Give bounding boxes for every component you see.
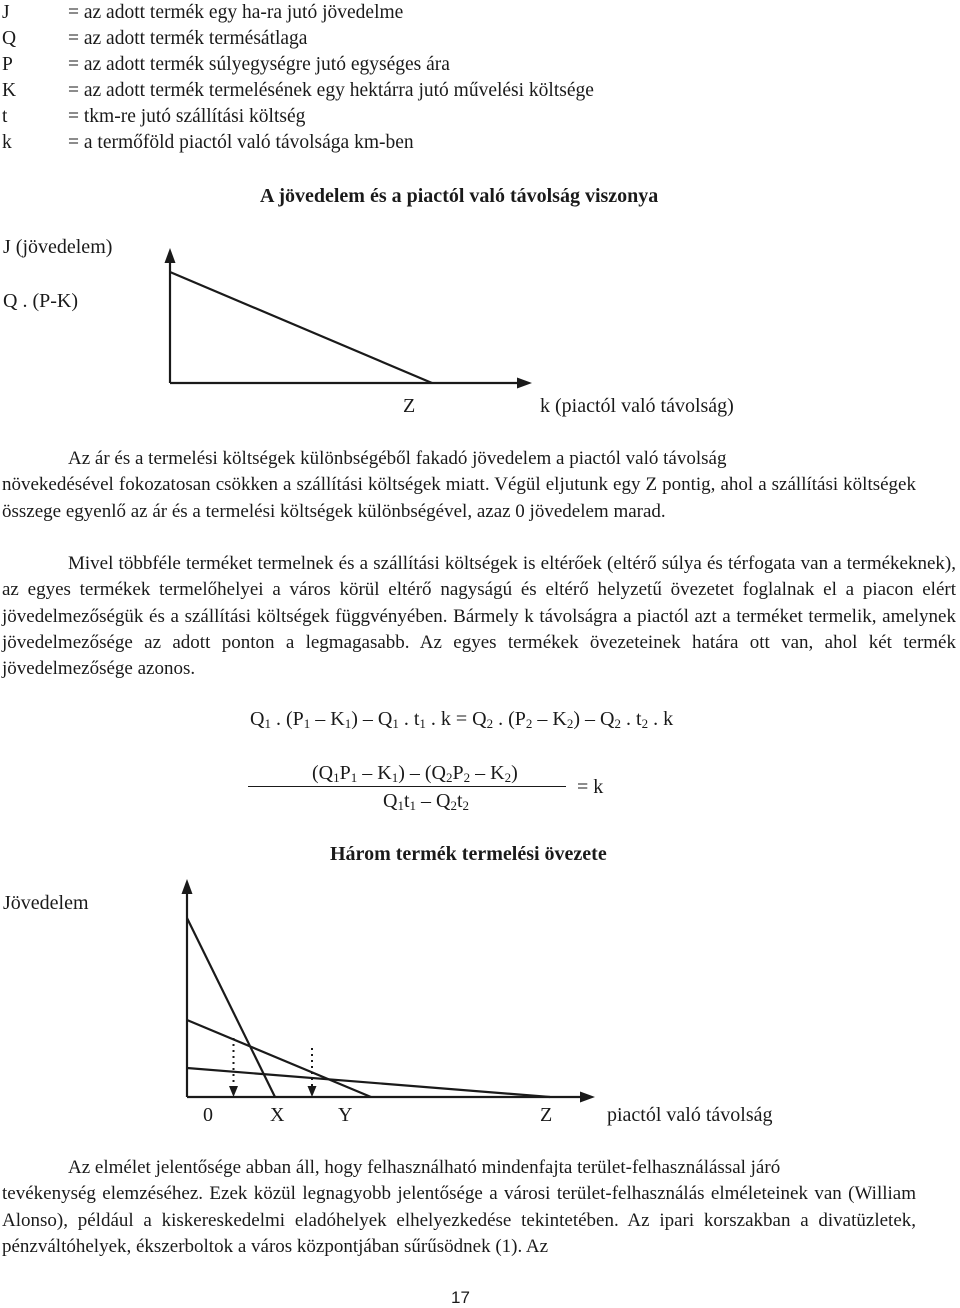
paragraph-first-line: Az elmélet jelentősége abban áll, hogy felhasználható mindenfajta terület-felhasználással járó bbox=[68, 1157, 781, 1178]
paragraph-body: tevékenység elemzéséhez. Ezek közül legnagyobb jelentősége a városi terület-felhasználás elméleteinek van (William Alonso), például a kiskereskedelmi eladóhelyek elhelyezkedése tekintetében. Az ipari korszakban a divatüzletek, pénzváltóhelyek, ékszerboltok a város központjában sűrűsödnek (1). Az bbox=[2, 1183, 916, 1257]
definition-text: = az adott termék egy ha-ra jutó jövedelme bbox=[68, 2, 404, 23]
paragraph-body: Mivel többféle terméket termelnek és a szállítási költségek is eltérőek (eltérő súlya és térfogata van a termékeknek), az egyes termékek termelőhelyei a város körül eltérő nagyságú és eltérő helyzetű övezetet foglalnak el a piacon elért jövedelmezőségük és a szállítási költségek függvényében. Bármely k távolságra a piactól azt a terméket termelik, amelynek jövedelmezősége az adott ponton a legmagasabb. Az egyes termékek övezeteinek határa ott van, ahol két termék jövedelmezősége azonos. bbox=[2, 553, 956, 680]
definition-symbol: K bbox=[2, 80, 17, 101]
fraction-equals-k: = k bbox=[577, 776, 604, 798]
paragraph-body: növekedésével fokozatosan csökken a szállítási költségek miatt. Végül eljutunk egy Z pontig, ahol a szállítási költségek összege egyenlő az ár és a termelési költségek különbségével, azaz 0 jövedelem marad. bbox=[2, 474, 916, 522]
figure2-origin-label: 0 bbox=[203, 1104, 213, 1126]
definition-symbol: P bbox=[2, 54, 13, 75]
definition-text: = az adott termék súlyegységre jutó egységes ára bbox=[68, 54, 450, 75]
definition-text: = a termőföld piactól való távolsága km-ben bbox=[68, 132, 414, 153]
figure2-z-label: Z bbox=[540, 1104, 553, 1126]
figure1-y-label-formula: Q . (P-K) bbox=[3, 290, 78, 312]
paragraph-first-line: Az ár és a termelési költségek különbségéből fakadó jövedelem a piactól való távolság bbox=[68, 448, 727, 469]
figure2-x-label: piactól való távolság bbox=[607, 1104, 773, 1126]
product-line-3 bbox=[187, 1068, 550, 1097]
paragraph-significance bbox=[2, 1155, 916, 1260]
definition-symbol: J bbox=[2, 2, 10, 23]
page-number: 17 bbox=[451, 1288, 470, 1307]
figure2-y-label: Jövedelem bbox=[3, 892, 89, 914]
boundary-y-arrowhead bbox=[308, 1086, 317, 1097]
figure1-title: A jövedelem és a piactól való távolság viszonya bbox=[260, 185, 659, 207]
figure2-x-axis-arrowhead bbox=[580, 1092, 595, 1103]
definition-symbol: Q bbox=[2, 28, 17, 49]
figure2-y-axis-arrowhead bbox=[182, 879, 193, 894]
figure1-z-label: Z bbox=[403, 395, 416, 417]
boundary-x-arrowhead bbox=[229, 1086, 238, 1097]
figure2-x-boundary-label: X bbox=[270, 1104, 285, 1126]
definition-text: = az adott termék termelésének egy hektárra jutó művelési költsége bbox=[68, 80, 594, 101]
figure2-title: Három termék termelési övezete bbox=[330, 843, 607, 865]
fraction-numerator: $(Q_1P_1 - K_1) - (Q_2P_2 - K_2)$ bbox=[312, 762, 518, 785]
definition-symbol: t bbox=[2, 106, 8, 127]
definition-text: = tkm-re jutó szállítási költség bbox=[68, 106, 306, 127]
product-line-2 bbox=[187, 1020, 371, 1097]
definition-symbol: k bbox=[2, 132, 12, 153]
definition-text: = az adott termék termésátlaga bbox=[68, 28, 308, 49]
figure1-y-label-income: J (jövedelem) bbox=[3, 236, 113, 258]
figure2-y-boundary-label: Y bbox=[338, 1104, 353, 1126]
equation-boundary: $Q_1$ . $(P_1 - K_1) - Q_1$ . $t_1$ . $k = Q_2$ . $(P_2 - K_2) - Q_2$ . $t_2$ . k bbox=[250, 708, 674, 731]
figure1-x-label: k (piactól való távolság) bbox=[540, 395, 734, 417]
fraction-denominator: $Q_1t_1 - Q_2t_2$ bbox=[383, 790, 470, 813]
